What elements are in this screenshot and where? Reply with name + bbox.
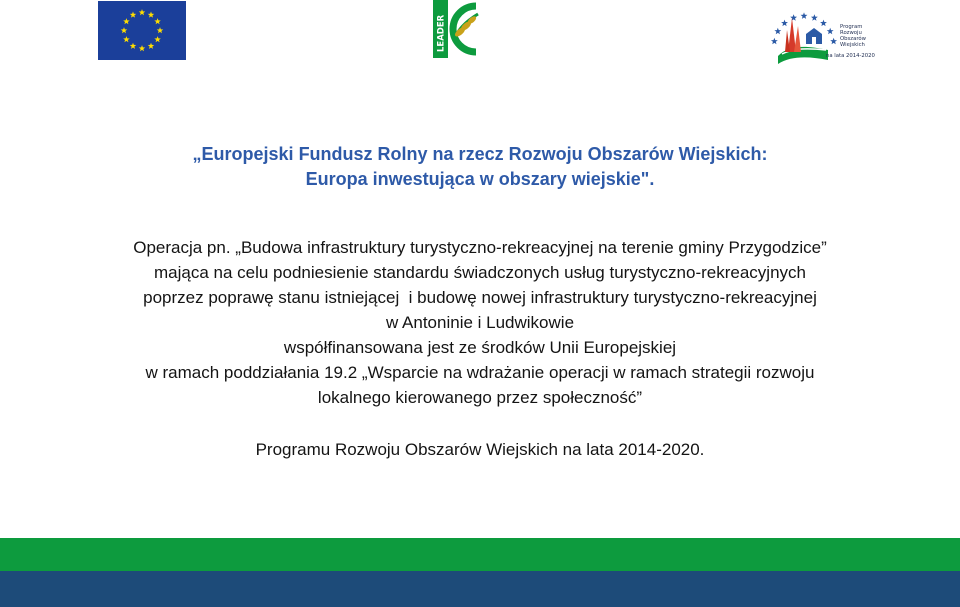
body-line-7: lokalnego kierowanego przez społeczność” — [317, 388, 643, 407]
prow-star — [830, 38, 837, 45]
heading-line-2: Europa inwestująca w obszary wiejskie". — [305, 169, 655, 189]
prow-star — [790, 14, 797, 21]
leader-emblem-icon — [432, 0, 492, 58]
body-line-5: współfinansowana jest ze środków Unii Europejskiej — [283, 338, 677, 357]
prow-star — [811, 14, 818, 21]
body-line-2: mająca na celu podniesienie standardu świadczonych usług turystyczno-rekreacyjnych — [153, 263, 806, 282]
prow-star — [827, 28, 834, 35]
footer-band-navy — [0, 571, 960, 607]
prow-logo — [768, 4, 878, 66]
heading-line-1: „Europejski Fundusz Rolny na rzecz Rozwoju Obszarów Wiejskich: — [192, 144, 768, 164]
prow-star — [781, 20, 788, 27]
body-line-6: w ramach poddziałania 19.2 „Wsparcie na wdrażanie operacji w ramach strategii rozwoju — [145, 363, 815, 382]
prow-star — [801, 12, 808, 19]
operation-description — [0, 235, 960, 410]
leader-label: LEADER — [436, 14, 447, 52]
eu-stars-icon — [98, 1, 186, 60]
prow-star — [771, 38, 778, 45]
body-line-3: poprzez poprawę stanu istniejącej i budowę nowej infrastruktury turystyczno-rekreacyjnej — [143, 288, 817, 307]
body-line-4: w Antoninie i Ludwikowie — [385, 313, 575, 332]
prow-text: Program Rozwoju Obszarów Wiejskich — [840, 24, 866, 48]
body-line-1: Operacja pn. „Budowa infrastruktury turystyczno-rekreacyjnej na terenie gminy Przygodzice” — [133, 238, 827, 257]
prow-years: na lata 2014-2020 — [826, 53, 875, 59]
program-line: Programu Rozwoju Obszarów Wiejskich na lata 2014-2020. — [255, 440, 705, 459]
prow-star — [774, 28, 781, 35]
eu-flag-logo — [98, 1, 186, 60]
leader-logo — [432, 0, 492, 58]
heading — [0, 142, 960, 192]
footer-band-green — [0, 538, 960, 571]
prow-star — [820, 20, 827, 27]
